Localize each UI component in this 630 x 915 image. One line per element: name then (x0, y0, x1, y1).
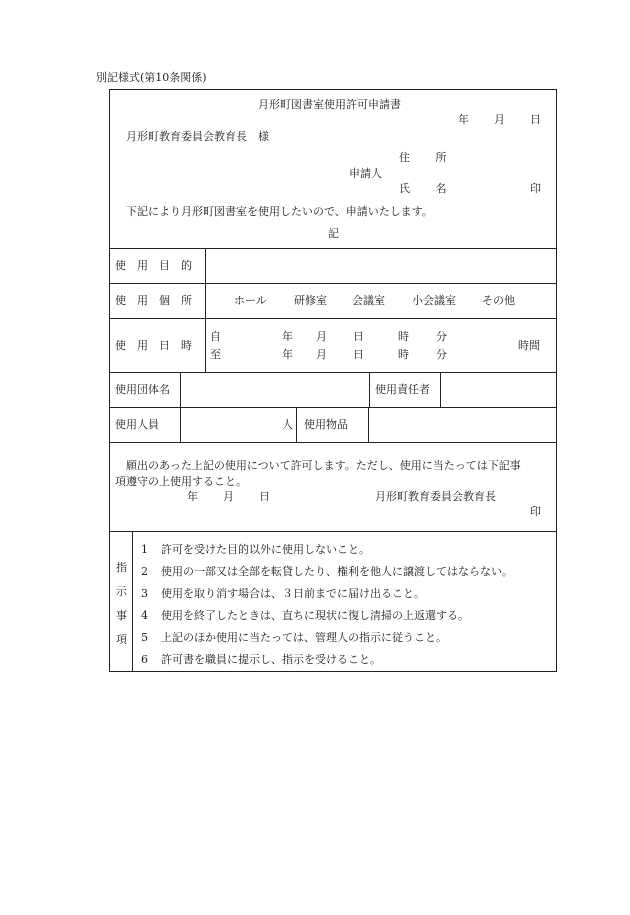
place-option-small-meeting-room[interactable]: 小会議室 (412, 294, 456, 307)
from-month: 月 (316, 330, 327, 343)
to-year: 年 (282, 348, 293, 361)
rule (368, 407, 369, 442)
date-month-label: 月 (494, 113, 505, 126)
instruction-text: 許可書を職員に提示し、指示を受けること。 (161, 653, 381, 666)
ki-mark: 記 (328, 227, 339, 240)
from-label: 自 (210, 330, 221, 343)
place-option-training-room[interactable]: 研修室 (294, 294, 327, 307)
instruction-number: 3 (141, 587, 148, 600)
approval-year: 年 (187, 490, 198, 503)
rule (110, 318, 556, 319)
approval-issuer: 月形町教育委員会教育長 (375, 490, 496, 503)
instructions-label-char: 示 (116, 585, 127, 598)
rule (110, 283, 556, 284)
instruction-text: 使用の一部又は全部を転貸したり、権利を他人に譲渡してはならない。 (161, 565, 513, 578)
headcount-label: 使用人員 (115, 418, 159, 431)
rule (296, 407, 297, 442)
instruction-text: 使用を終了したときは、直ちに現状に復し清掃の上返還する。 (161, 609, 469, 622)
seal-mark: 印 (530, 182, 541, 195)
approval-seal: 印 (530, 505, 541, 518)
rule (440, 372, 441, 407)
date-year-label: 年 (458, 113, 469, 126)
from-minute: 分 (436, 330, 447, 343)
addressee: 月形町教育委員会教育長 様 (126, 130, 269, 143)
rule (110, 407, 556, 408)
instruction-text: 許可を受けた目的以外に使用しないこと。 (161, 543, 370, 556)
applicant-label: 申請人 (349, 167, 382, 180)
place-option-meeting-room[interactable]: 会議室 (352, 294, 385, 307)
address-label: 住 所 (399, 151, 458, 164)
instructions-label-char: 事 (116, 609, 127, 622)
hours-label: 時間 (518, 339, 540, 352)
from-day: 日 (353, 330, 364, 343)
items-label: 使用物品 (304, 418, 348, 431)
form-caption: 別記様式(第10条関係) (96, 71, 207, 84)
date-day-label: 日 (530, 113, 541, 126)
to-hour: 時 (398, 348, 409, 361)
purpose-label: 使用目的 (115, 259, 203, 272)
to-month: 月 (316, 348, 327, 361)
responsible-person-label: 使用責任者 (375, 383, 430, 396)
rule (110, 531, 556, 532)
instruction-number: 5 (141, 631, 148, 644)
approval-day: 日 (259, 490, 270, 503)
headcount-unit: 人 (282, 418, 293, 431)
to-day: 日 (353, 348, 364, 361)
approval-month: 月 (223, 490, 234, 503)
place-label: 使用個所 (115, 294, 203, 307)
rule (180, 372, 181, 442)
instructions-label-char: 指 (116, 561, 127, 574)
place-option-other[interactable]: その他 (482, 294, 515, 307)
to-minute: 分 (436, 348, 447, 361)
application-form (109, 89, 557, 672)
from-year: 年 (282, 330, 293, 343)
instruction-number: 6 (141, 653, 148, 666)
rule (110, 442, 556, 443)
from-hour: 時 (398, 330, 409, 343)
instructions-label-char: 項 (116, 633, 127, 646)
rule (110, 372, 556, 373)
instruction-number: 1 (141, 543, 148, 556)
group-name-label: 使用団体名 (115, 383, 170, 396)
rule (369, 372, 370, 407)
instruction-text: 上記のほか使用に当たっては、管理人の指示に従うこと。 (161, 631, 447, 644)
rule (110, 248, 556, 249)
form-title: 月形町図書室使用許可申請書 (258, 98, 401, 111)
approval-line-1: 願出のあった上記の使用について許可します。ただし、使用に当たっては下記事 (126, 459, 521, 472)
to-label: 至 (210, 348, 221, 361)
rule (205, 248, 206, 372)
instruction-text: 使用を取り消す場合は、３日前までに届け出ること。 (161, 587, 425, 600)
datetime-label: 使用日時 (115, 339, 203, 352)
rule (132, 531, 133, 671)
approval-line-2: 項遵守の上使用すること。 (115, 475, 247, 488)
instruction-number: 2 (141, 565, 148, 578)
instruction-number: 4 (141, 609, 148, 622)
name-label: 氏 名 (399, 182, 458, 195)
place-option-hall[interactable]: ホール (234, 294, 267, 307)
application-statement: 下記により月形町図書室を使用したいので、申請いたします。 (126, 205, 433, 218)
